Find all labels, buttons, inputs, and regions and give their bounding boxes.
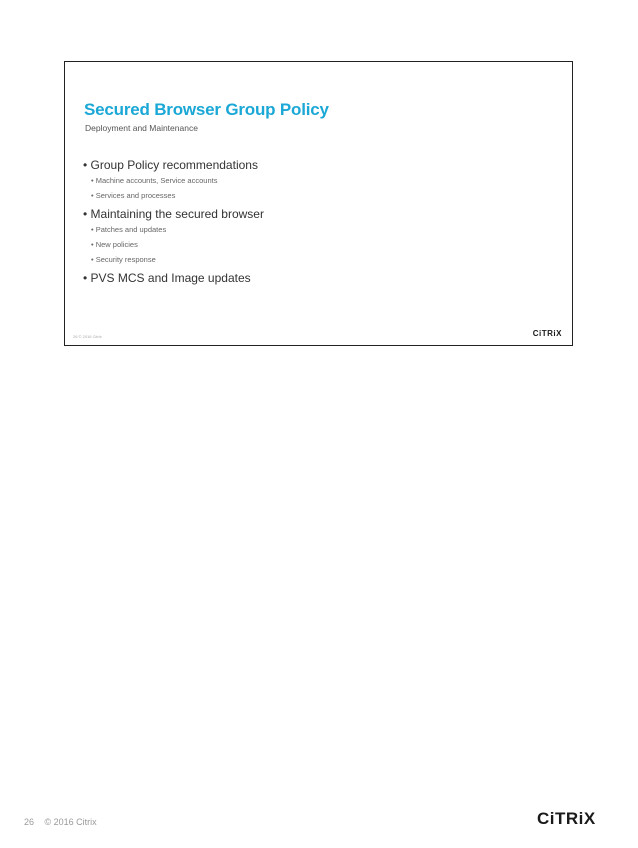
bullet-list bbox=[83, 157, 553, 286]
slide-title: Secured Browser Group Policy bbox=[84, 100, 329, 119]
copyright-text: © 2016 Citrix bbox=[44, 817, 97, 827]
slide-frame bbox=[64, 61, 573, 346]
sub-bullet-item: • Patches and updates bbox=[91, 222, 553, 237]
sub-bullet-item: • New policies bbox=[91, 237, 553, 252]
citrix-logo: CiTRiX bbox=[537, 809, 596, 828]
sub-bullet-item: • Machine accounts, Service accounts bbox=[91, 173, 553, 188]
bullet-item: • PVS MCS and Image updates bbox=[83, 270, 553, 286]
citrix-logo-small: CiTRiX bbox=[532, 329, 562, 338]
bullet-item: • Maintaining the secured browser bbox=[83, 206, 553, 222]
sub-bullet-item: • Security response bbox=[91, 252, 553, 267]
slide-subtitle: Deployment and Maintenance bbox=[85, 123, 198, 133]
slide-footer: 26 © 2016 Citrix bbox=[73, 334, 102, 339]
page-footer bbox=[24, 817, 97, 827]
bullet-item: • Group Policy recommendations bbox=[83, 157, 553, 173]
page-number: 26 bbox=[24, 817, 35, 827]
sub-bullet-item: • Services and processes bbox=[91, 188, 553, 203]
